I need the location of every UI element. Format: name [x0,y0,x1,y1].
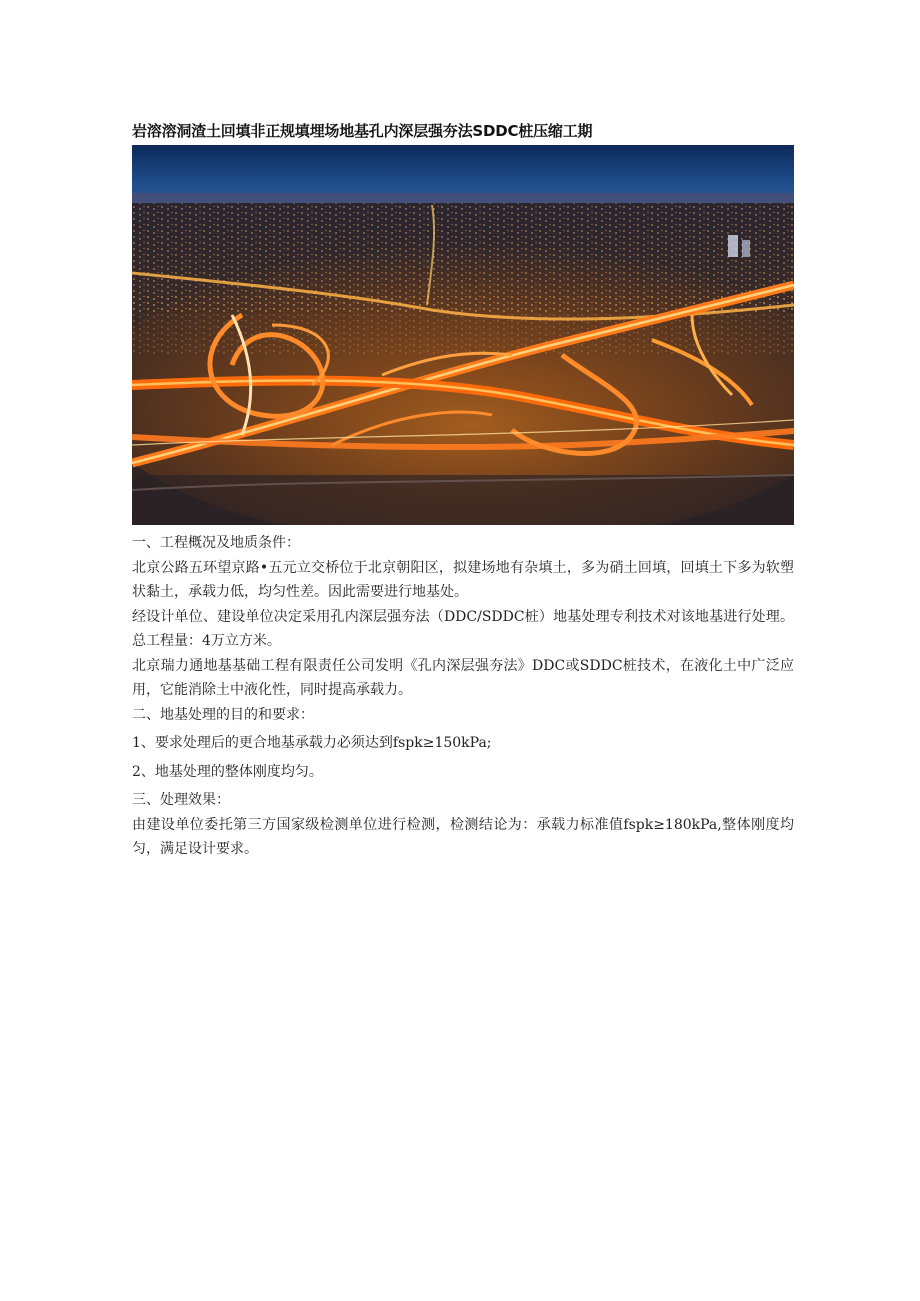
document-title: 岩溶溶洞渣土回填非正规填埋场地基孔内深层强夯法SDDC桩压缩工期 [132,122,593,140]
interchange-photo [132,145,794,525]
document-page [132,120,794,862]
night-city-image [132,145,794,525]
section1-paragraph-2: 经设计单位、建设单位决定采用孔内深层强夯法（DDC/SDDC桩）地基处理专利技术对该地基进行处理。总工程量：4万立方米。 [132,608,794,649]
section1-paragraph-3: 北京瑞力通地基基础工程有限责任公司发明《孔内深层强夯法》DDC或SDDC桩技术，在液化土中广泛应用，它能消除土中液化性，同时提高承载力。 [132,657,794,698]
document-body [132,531,794,862]
section3-heading: 三、处理效果： [132,792,230,808]
section3-result: 由建设单位委托第三方国家级检测单位进行检测，检测结论为：承载力标准值fspk≥180kPa,整体刚度均匀，满足设计要求。 [132,816,794,857]
section1-heading: 一、工程概况及地质条件： [132,535,300,551]
section1-paragraph-1: 北京公路五环望京路•五元立交桥位于北京朝阳区，拟建场地有杂填土，多为硝土回填，回填土下多为软塑状黏土，承载力低，均匀性差。因此需要进行地基处。 [132,559,794,600]
section2-heading: 二、地基处理的目的和要求： [132,706,314,723]
requirement-2: 2、地基处理的整体刚度均匀。 [132,763,323,780]
requirement-1: 1、要求处理后的更合地基承载力必须达到fspk≥150kPa; [132,735,492,751]
